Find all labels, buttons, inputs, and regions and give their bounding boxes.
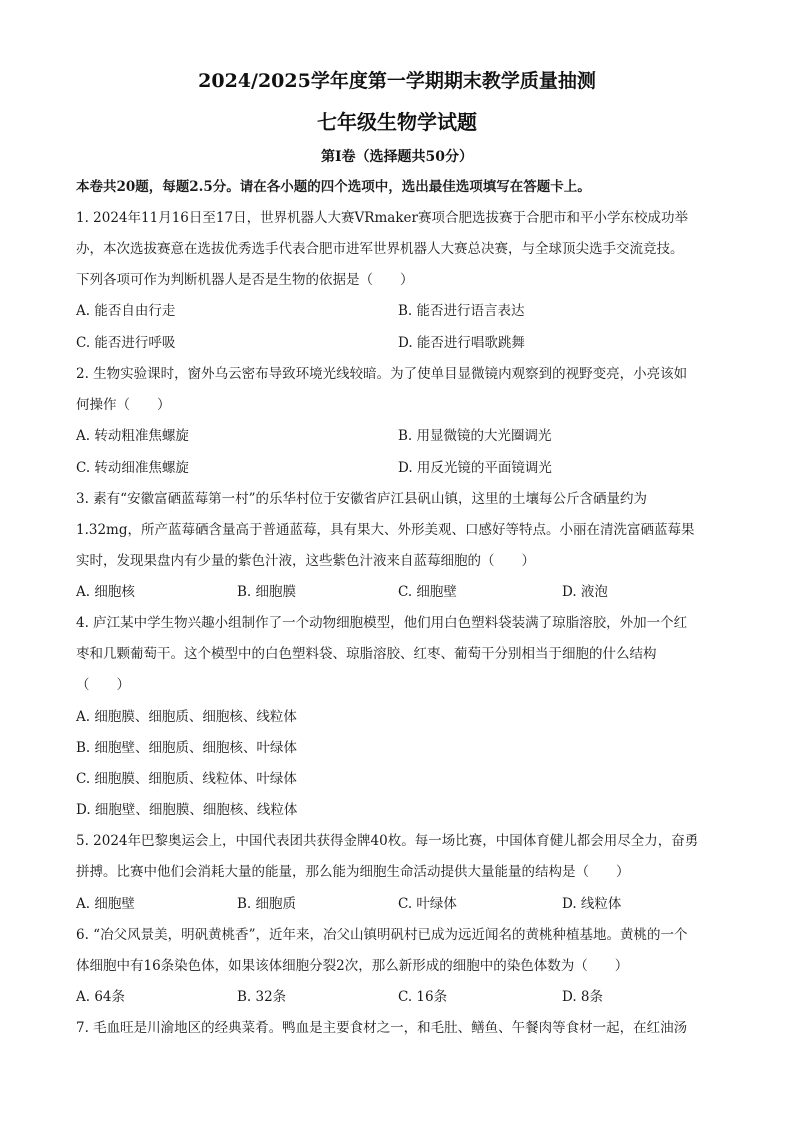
question-6-option-d: D. 8条 xyxy=(562,989,604,1005)
question-6-line-2: 体细胞中有16条染色体，如果该体细胞分裂2次，那么新形成的细胞中的染色体数为（ ） xyxy=(76,958,629,974)
question-5-option-a: A. 细胞壁 xyxy=(76,896,135,912)
question-5-line-2: 拼搏。比赛中他们会消耗大量的能量，那么能为细胞生命活动提供大量能量的结构是（ ） xyxy=(76,864,630,880)
question-2-option-a: A. 转动粗准焦螺旋 xyxy=(76,428,189,444)
question-1-option-a: A. 能否自由行走 xyxy=(76,303,176,319)
question-3-option-a: A. 细胞核 xyxy=(76,584,135,600)
question-1-line-1: 1. 2024年11月16日至17日，世界机器人大赛VRmaker赛项合肥选拔赛于合肥市和平小学东校成功举 xyxy=(76,210,688,226)
question-4-option-c: C. 细胞膜、细胞质、线粒体、叶绿体 xyxy=(76,771,297,787)
question-4-line-1: 4. 庐江某中学生物兴趣小组制作了一个动物细胞模型，他们用白色塑料袋装满了琼脂溶胶，外加一个红 xyxy=(76,615,688,631)
question-2-option-d: D. 用反光镜的平面镜调光 xyxy=(398,460,552,476)
question-3-line-2: 1.32mg，所产蓝莓硒含量高于普通蓝莓，具有果大、外形美观、口感好等特点。小丽在清洗富硒蓝莓果 xyxy=(76,522,695,538)
question-3-line-1: 3. 素有“安徽富硒蓝莓第一村”的乐华村位于安徽省庐江县矾山镇，这里的土壤每公斤含硒量约为 xyxy=(76,491,647,507)
question-1-line-2: 办，本次选拔赛意在选拔优秀选手代表合肥市进军世界机器人大赛总决赛，与全球顶尖选手交流竞技。 xyxy=(76,241,684,257)
question-2-line-1: 2. 生物实验课时，窗外乌云密布导致环境光线较暗。为了使单目显微镜内观察到的视野变亮，小亮该如 xyxy=(76,366,688,382)
question-5-option-c: C. 叶绿体 xyxy=(398,896,457,912)
question-2-option-b: B. 用显微镜的大光圈调光 xyxy=(398,428,552,444)
question-4-option-b: B. 细胞壁、细胞质、细胞核、叶绿体 xyxy=(76,740,298,756)
question-4-line-2: 枣和几颗葡萄干。这个模型中的白色塑料袋、琼脂溶胶、红枣、葡萄干分别相当于细胞的什么结构 xyxy=(76,646,657,662)
question-1-option-b: B. 能否进行语言表达 xyxy=(398,303,525,319)
exam-title: 2024/2025学年度第一学期期末教学质量抽测 xyxy=(198,70,596,92)
question-4-line-3: （ ） xyxy=(76,677,130,693)
question-5-option-b: B. 细胞质 xyxy=(237,896,297,912)
question-5-line-1: 5. 2024年巴黎奥运会上，中国代表团共获得金牌40枚。每一场比赛，中国体育健儿都会用尽全力，奋勇 xyxy=(76,833,699,849)
question-3-line-3: 实时，发现果盘内有少量的紫色汁液，这些紫色汁液来自蓝莓细胞的（ ） xyxy=(76,553,535,569)
question-6-option-a: A. 64条 xyxy=(76,989,126,1005)
question-3-option-d: D. 液泡 xyxy=(562,584,608,600)
question-6-option-b: B. 32条 xyxy=(237,989,287,1005)
question-1-line-3: 下列各项可作为判断机器人是否是生物的依据是（ ） xyxy=(76,272,414,288)
instructions: 本卷共20题，每题2.5分。请在各小题的四个选项中，选出最佳选项填写在答题卡上。 xyxy=(76,179,591,195)
question-7-line-1: 7. 毛血旺是川渝地区的经典菜肴。鸭血是主要食材之一，和毛肚、鳝鱼、午餐肉等食材一起，在红油汤 xyxy=(76,1020,688,1036)
question-6-line-1: 6. “冶父风景美，明矾黄桃香”，近年来，冶父山镇明矾村已成为远近闻名的黄桃种植基地。黄桃的一个 xyxy=(76,927,688,943)
question-4-option-a: A. 细胞膜、细胞质、细胞核、线粒体 xyxy=(76,709,297,725)
question-6-option-c: C. 16条 xyxy=(398,989,448,1005)
question-3-option-b: B. 细胞膜 xyxy=(237,584,297,600)
question-4-option-d: D. 细胞壁、细胞膜、细胞核、线粒体 xyxy=(76,802,298,818)
exam-subtitle: 七年级生物学试题 xyxy=(317,110,477,134)
question-2-line-2: 何操作（ ） xyxy=(76,397,171,413)
question-2-option-c: C. 转动细准焦螺旋 xyxy=(76,460,189,476)
question-1-option-d: D. 能否进行唱歌跳舞 xyxy=(398,335,525,351)
question-3-option-c: C. 细胞壁 xyxy=(398,584,457,600)
section-heading: 第Ⅰ卷（选择题共50分） xyxy=(320,149,474,165)
question-5-option-d: D. 线粒体 xyxy=(562,896,622,912)
question-1-option-c: C. 能否进行呼吸 xyxy=(76,335,176,351)
